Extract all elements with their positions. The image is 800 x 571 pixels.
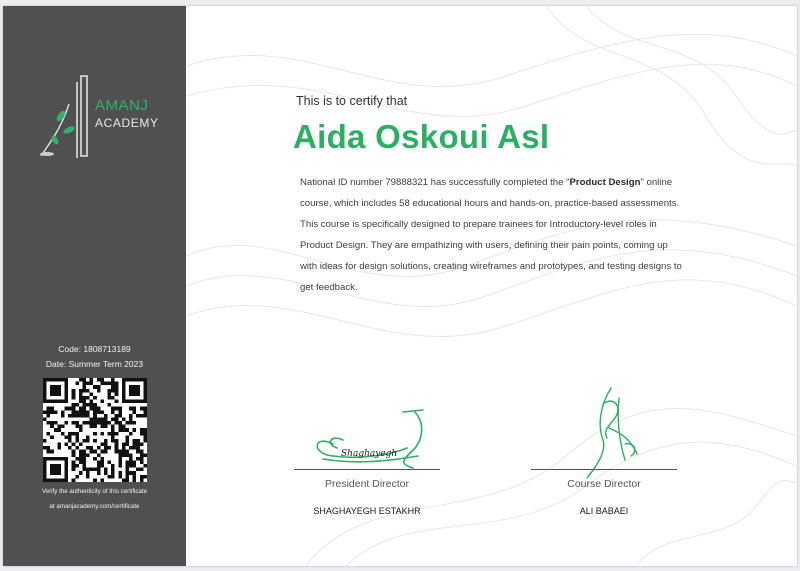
course-director-name: ALI BABAEI bbox=[579, 506, 629, 516]
certificate bbox=[3, 6, 797, 566]
course-name: Product Design bbox=[569, 177, 641, 188]
recipient-name: Aida Oskoui Asl bbox=[293, 118, 550, 155]
certify-intro: This is to certify that bbox=[296, 94, 408, 108]
verify-text: Verify the authenticity of this certificate bbox=[41, 488, 148, 495]
course-director-signature bbox=[573, 384, 653, 480]
sidebar bbox=[3, 6, 186, 566]
body-text-start: National ID number 79888321 has successfully completed the " bbox=[300, 177, 570, 188]
body-text-end: " online course, which includes 58 educational hours and hands-on, practice-based assessments. This course is specifically designed to prepare trainees for Introductory-level roles in Product Design. They are empathizing with users, defining their pain points, coming up with ideas for design solutions, creating wireframes and prototypes, and testing designs to get feedback. bbox=[300, 177, 682, 293]
president-role: President Director bbox=[324, 478, 410, 490]
president-signature-script: Shaghayegh bbox=[341, 449, 398, 459]
verify-url[interactable]: at amanjacademy.com/certificate bbox=[49, 503, 140, 510]
brand-subtitle: ACADEMY bbox=[95, 116, 159, 130]
qr-code[interactable] bbox=[43, 378, 147, 482]
certificate-code: Code: 1808713189 bbox=[58, 344, 131, 354]
president-signature-line bbox=[294, 469, 440, 470]
course-director-role: Course Director bbox=[567, 478, 641, 490]
certificate-date: Date: Summer Term 2023 bbox=[45, 359, 144, 369]
course-director-signature-line bbox=[531, 469, 677, 470]
certificate-body bbox=[300, 172, 685, 298]
brand-name: AMANJ bbox=[95, 97, 149, 114]
president-name: SHAGHAYEGH ESTAKHR bbox=[313, 506, 421, 516]
academy-logo-icon bbox=[31, 74, 99, 162]
president-signature bbox=[303, 404, 433, 474]
